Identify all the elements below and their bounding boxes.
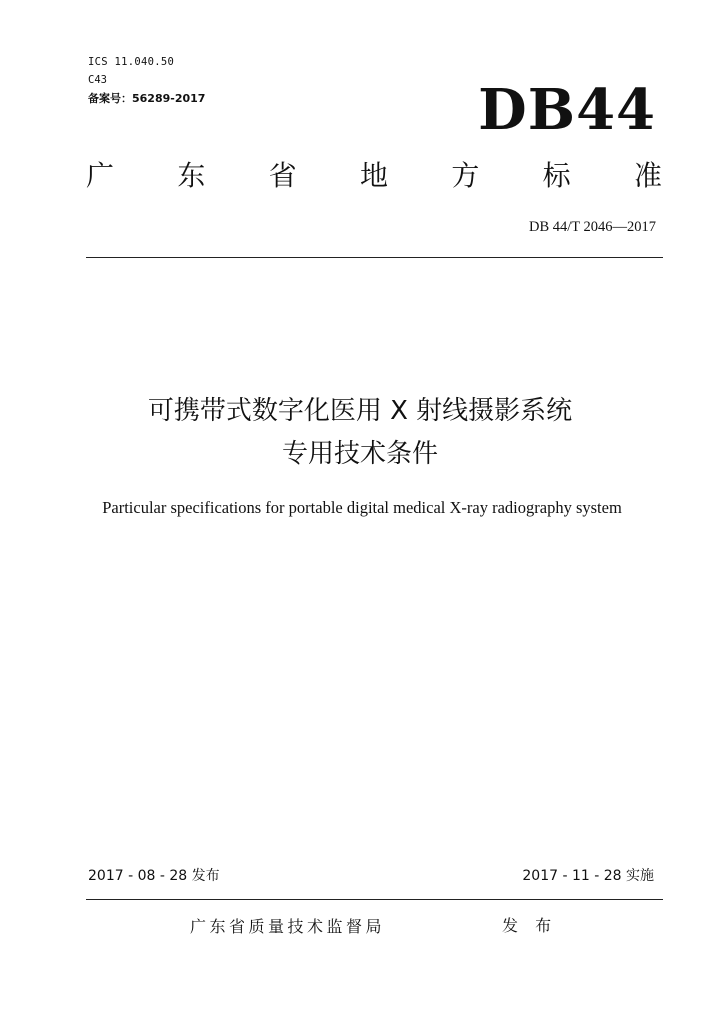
bottom-divider bbox=[86, 899, 663, 900]
db-mark: DB44 bbox=[478, 77, 656, 143]
issuer-name: 广东省质量技术监督局 bbox=[190, 917, 386, 936]
standard-number: DB 44/T 2046—2017 bbox=[528, 219, 656, 235]
standard-type-char: 地 bbox=[359, 159, 388, 192]
filing-number: 备案号：56289-2017 bbox=[88, 92, 206, 105]
ccs-code: C43 bbox=[88, 74, 107, 86]
standard-type-char: 方 bbox=[451, 159, 480, 192]
ics-code: ICS 11.040.50 bbox=[88, 56, 175, 68]
standard-type-char: 标 bbox=[542, 159, 571, 192]
standard-type-char: 准 bbox=[633, 159, 662, 192]
title-zh-line2: 专用技术条件 bbox=[281, 439, 438, 469]
standard-type-char: 广 bbox=[86, 159, 115, 192]
publish-date: 2017 - 08 - 28 发布 bbox=[88, 868, 220, 884]
implement-date: 2017 - 11 - 28 实施 bbox=[522, 868, 654, 884]
title-en: Particular specifications for portable digital medical X-ray radiography system bbox=[102, 498, 622, 517]
standard-type-char: 东 bbox=[177, 159, 206, 192]
issue-verb: 发 布 bbox=[502, 916, 558, 935]
title-zh-line1: 可携带式数字化医用 X 射线摄影系统 bbox=[147, 396, 573, 426]
standard-type-char: 省 bbox=[268, 159, 297, 192]
standard-type-heading bbox=[86, 158, 662, 194]
top-divider bbox=[86, 257, 663, 258]
